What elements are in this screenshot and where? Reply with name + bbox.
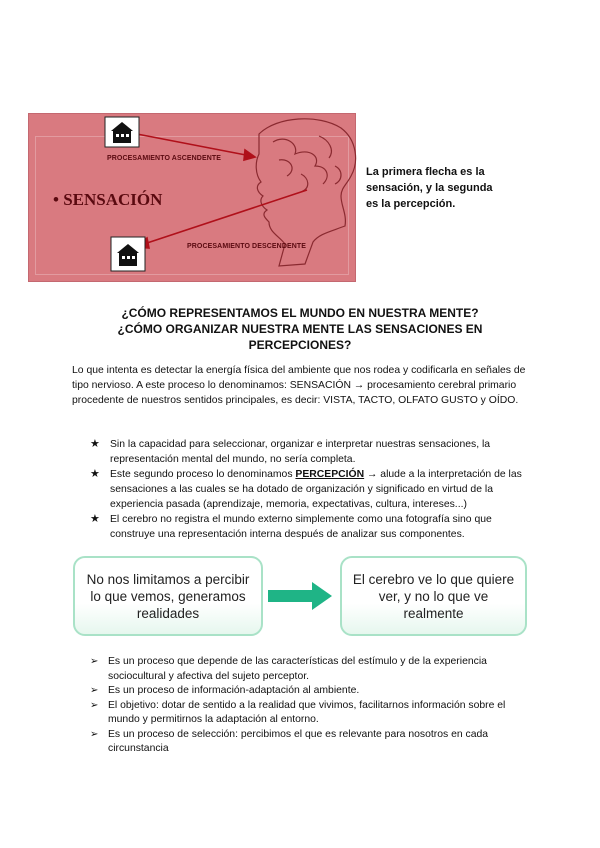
descending-label: PROCESAMIENTO DESCENDENTE [187, 243, 307, 250]
arrow-right-icon [268, 581, 334, 611]
side-note-line: sensación, y la segunda [366, 182, 493, 194]
house-icon-bottom [111, 237, 145, 271]
list-item [90, 467, 530, 512]
heading-line: ¿CÓMO REPRESENTAMOS EL MUNDO EN NUESTRA MENTE? [121, 306, 479, 320]
callout-left: No nos limitamos a percibir lo que vemos, generamos realidades [73, 556, 263, 636]
list-item-text: Sin la capacidad para seleccionar, organizar e interpretar nuestras sensaciones, la representación mental del mundo, no sería completa. [110, 439, 491, 465]
arrowhead-icon: ➢ [90, 656, 99, 667]
list-item [90, 684, 530, 699]
list-item-text: El objetivo: dotar de sentido a la realidad que vivimos, facilitarnos información sobre el mundo y permitirnos la adaptación al entorno. [108, 699, 506, 725]
perception-term: PERCEPCIÓN [295, 469, 365, 480]
side-note-line: es la percepción. [366, 198, 456, 210]
list-item [90, 512, 530, 542]
arrow-bullet-list [90, 655, 530, 757]
list-item-text: Es un proceso que depende de las características del estímulo y de la experiencia sociocultural y afectiva del sujeto perceptor. [108, 656, 487, 682]
list-item-text: → alude a la interpretación de las sensaciones a las cuales se ha dotado de organización y significado en virtud de la experiencia pasada (aprendizaje, memoria, expectativas, cultura, intereses...) [110, 469, 522, 510]
side-note-line: La primera flecha es la [366, 166, 485, 178]
star-icon: ★ [90, 438, 100, 450]
heading-line: ¿CÓMO ORGANIZAR NUESTRA MENTE LAS SENSACIONES EN [117, 322, 483, 336]
list-item [90, 437, 530, 467]
list-item-text: Este segundo proceso lo denominamos [110, 469, 296, 480]
star-icon: ★ [90, 513, 100, 525]
sensation-label: • SENSACIÓN [53, 190, 163, 209]
arrowhead-icon: ➢ [90, 685, 99, 696]
intro-paragraph: Lo que intenta es detectar la energía física del ambiente que nos rodea y codificarla en señales de tipo nervioso. A este proceso lo denominamos: SENSACIÓN → procesamiento cerebral primario procedente de nuestros sentidos principales, es decir: VISTA, TACTO, OLFATO GUSTO y OÍDO. [72, 365, 526, 406]
callout-right: El cerebro ve lo que quiere ver, y no lo que ve realmente [340, 556, 527, 636]
list-item [90, 728, 530, 757]
house-icon-top [105, 117, 139, 147]
list-item-text: Es un proceso de selección: percibimos el que es relevante para nosotros en cada circunstancia [108, 728, 489, 754]
star-icon: ★ [90, 468, 100, 480]
list-item [90, 655, 530, 684]
list-item-text: Es un proceso de información-adaptación al ambiente. [108, 685, 360, 696]
sensation-figure [28, 113, 356, 282]
list-item-text: El cerebro no registra el mundo externo simplemente como una fotografía sino que construye una representación interna después de analizar sus componentes. [110, 514, 492, 540]
ascending-label: PROCESAMIENTO ASCENDENTE [107, 155, 222, 162]
figure-side-note [366, 164, 526, 212]
arrowhead-icon: ➢ [90, 728, 99, 740]
section-heading [90, 305, 510, 353]
arrowhead-icon: ➢ [90, 699, 99, 711]
star-bullet-list [90, 437, 530, 542]
heading-line: PERCEPCIONES? [248, 338, 352, 352]
list-item [90, 699, 530, 728]
